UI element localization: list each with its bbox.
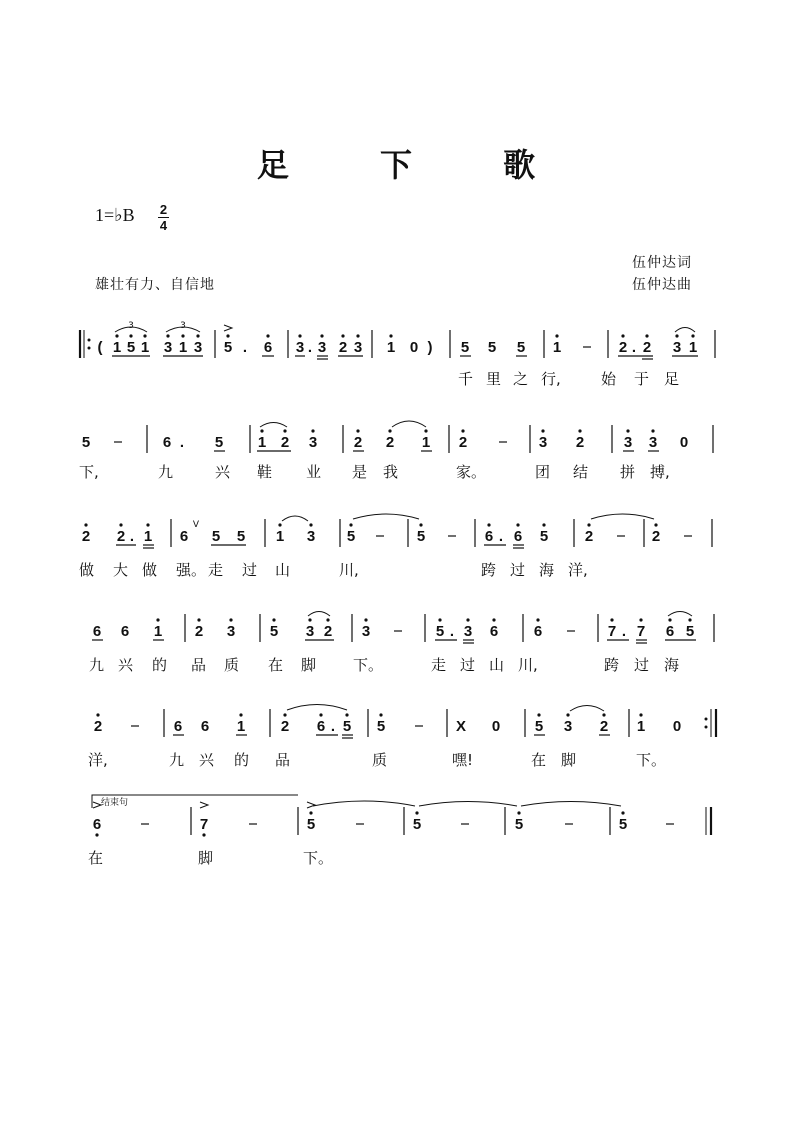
octave-dot [602,713,605,716]
dot: . [631,339,637,356]
octave-dot [645,334,648,337]
lyric: 脚 [561,751,577,769]
accent-mark [93,802,101,808]
note: X [455,718,467,735]
lyric: 洋, [568,561,588,579]
octave-dot [388,429,391,432]
dot: . [307,339,313,356]
octave-dot [197,618,200,621]
tie-slur [570,706,604,712]
note: 2 [81,528,91,545]
lyric: 下。 [303,849,334,867]
note: 2 [575,434,585,451]
octave-dot [587,523,590,526]
triplet-mark: 3 [180,321,186,331]
note: 1 [552,339,562,356]
lyric: 业 [306,463,322,481]
note: 5 [223,339,233,356]
note: 5 [126,339,136,356]
octave-dot [424,429,427,432]
lyric: 始 [601,370,617,388]
lyric: 山 [275,561,291,579]
octave-dot [379,713,382,716]
tie-slur [353,514,419,519]
octave-dot [356,334,359,337]
lyric: 搏, [650,463,670,481]
note: 3 [306,528,316,545]
octave-dot [260,429,263,432]
octave-dot [654,523,657,526]
note: 2 [599,718,609,735]
note: 0 [679,434,689,451]
lyric: 过 [242,561,258,579]
octave-dot [278,523,281,526]
note: 6 [200,718,210,735]
lyric: 跨 [604,656,620,674]
octave-dot [675,334,678,337]
note: 5 [342,718,352,735]
note: 0 [409,339,419,356]
note: 0 [672,718,682,735]
octave-dot [96,713,99,716]
time-signature-top: 2 [159,202,168,217]
octave-dot [146,523,149,526]
note: 2 [642,339,652,356]
tie-slur [419,802,517,807]
octave-dot [419,523,422,526]
octave-dot [651,429,654,432]
octave-dot [298,334,301,337]
lyric: 川, [518,656,538,674]
octave-dot [517,811,520,814]
lyric: 鞋 [257,463,273,481]
lyric: 品 [191,656,207,674]
octave-dot [566,713,569,716]
accent-mark [307,802,315,808]
lyric: 做 [142,561,158,579]
note: 3 [317,339,327,356]
lyric: 是 [352,463,368,481]
triplet-mark: 3 [128,321,134,331]
octave-dot [341,334,344,337]
note: 5 [211,528,221,545]
tie-slur [591,514,654,519]
lyric: 于 [634,370,650,388]
octave-dot [283,713,286,716]
tie-slur [392,421,426,427]
octave-dot [688,618,691,621]
tempo-marking: 雄壮有力、自信地 [95,277,215,293]
note: 1 [178,339,188,356]
lyric: 跨 [481,561,497,579]
note: 6 [513,528,523,545]
note: 5 [460,339,470,356]
tie-slur [287,705,347,711]
note: 1 [275,528,285,545]
note: 6 [173,718,183,735]
lyric: 山 [489,656,505,674]
lyric: 家。 [456,463,487,481]
lyric: 兴 [118,656,134,674]
octave-dot [610,618,613,621]
note: 1 [236,718,246,735]
octave-dot [115,334,118,337]
octave-dot [266,334,269,337]
lyric: 过 [510,561,526,579]
octave-dot [621,334,624,337]
tie-slur [260,423,287,428]
note: 1 [143,528,153,545]
octave-dot [166,334,169,337]
octave-dot [461,429,464,432]
note: 3 [295,339,305,356]
lyric: 足 [664,370,680,388]
note: 5 [516,339,526,356]
lyric: 走 [431,656,447,674]
breath-mark: V [192,520,200,530]
note: 2 [353,434,363,451]
note: 7 [607,623,617,640]
coda-label: 结束句 [101,798,129,808]
note: 1 [112,339,122,356]
octave-dot [356,429,359,432]
lyric: 嘿! [452,751,474,769]
lyric: 过 [634,656,650,674]
repeat-dot [705,718,708,721]
note: 3 [648,434,658,451]
note: 2 [323,623,333,640]
tie-slur [521,802,621,807]
lyric: 在 [531,751,547,769]
note: 5 [269,623,279,640]
note: 6 [162,434,172,451]
repeat-dot [88,339,91,342]
note: 3 [463,623,473,640]
octave-dot [319,713,322,716]
note: 3 [308,434,318,451]
note: 6 [533,623,543,640]
note: 6 [263,339,273,356]
note: 3 [538,434,548,451]
octave-dot [364,618,367,621]
note: 5 [487,339,497,356]
accent-mark [224,325,232,331]
octave-dot [129,334,132,337]
octave-dot [320,334,323,337]
lyric: 下。 [353,656,384,674]
lyric: 质 [372,751,388,769]
octave-dot [239,713,242,716]
lyric: 我 [383,463,399,481]
octave-dot [311,429,314,432]
note: 2 [194,623,204,640]
paren: ) [427,339,433,356]
octave-dot [555,334,558,337]
octave-dot [537,713,540,716]
octave-dot [226,334,229,337]
lyric: 的 [152,656,168,674]
lyric: 九 [89,656,105,674]
octave-dot [119,523,122,526]
note: 3 [361,623,371,640]
note: 2 [584,528,594,545]
lyric: 做 [79,561,95,579]
octave-dot [487,523,490,526]
note: 3 [563,718,573,735]
lyric: 兴 [199,751,215,769]
octave-dot [691,334,694,337]
lyric: 品 [275,751,291,769]
note: 6 [489,623,499,640]
octave-dot [466,618,469,621]
note: 1 [688,339,698,356]
dot: . [449,623,455,640]
note: 3 [193,339,203,356]
note: 7 [199,816,209,833]
lyricist-credit: 伍仲达词 [632,255,692,271]
octave-dot [639,618,642,621]
tie-slur [282,516,308,521]
octave-dot [181,334,184,337]
dot: . [621,623,627,640]
octave-dot [349,523,352,526]
octave-dot [156,618,159,621]
octave-dot [626,429,629,432]
note: 3 [353,339,363,356]
note: 5 [376,718,386,735]
repeat-dot [705,726,708,729]
note: 6 [120,623,130,640]
octave-dot [536,618,539,621]
lyric: 九 [169,751,185,769]
lyric: 大 [113,561,129,579]
note: 2 [280,718,290,735]
note: 5 [214,434,224,451]
octave-dot [578,429,581,432]
note: 5 [306,816,316,833]
octave-dot [202,833,205,836]
dot: . [498,528,504,545]
note: 5 [514,816,524,833]
note: 6 [665,623,675,640]
lyric: 结 [573,463,589,481]
dot: . [330,718,336,735]
time-signature-bottom: 4 [159,218,168,233]
octave-dot [95,833,98,836]
octave-dot [309,811,312,814]
lyric: 里 [486,370,502,388]
dot: . [242,339,248,356]
tie-slur [675,328,695,333]
note: 2 [385,434,395,451]
lyric: 在 [88,849,104,867]
note: 3 [226,623,236,640]
note: 6 [179,528,189,545]
note: 5 [685,623,695,640]
octave-dot [389,334,392,337]
octave-dot [415,811,418,814]
lyric: 海 [664,656,680,674]
note: 2 [651,528,661,545]
note: 5 [534,718,544,735]
note: 5 [539,528,549,545]
note: 3 [672,339,682,356]
note: 3 [623,434,633,451]
octave-dot [345,713,348,716]
lyric: 之 [513,370,529,388]
note: 5 [346,528,356,545]
tie-slur [668,612,692,617]
dot: . [179,434,185,451]
note: 1 [386,339,396,356]
note: 6 [92,623,102,640]
note: 2 [458,434,468,451]
lyric: 脚 [198,849,214,867]
note: 2 [116,528,126,545]
lyric: 川, [339,561,359,579]
note: 5 [618,816,628,833]
note: 0 [491,718,501,735]
paren: ( [97,339,103,356]
composer-credit: 伍仲达曲 [632,277,692,293]
accent-mark [200,802,208,808]
lyric: 在 [268,656,284,674]
note: 2 [280,434,290,451]
octave-dot [84,523,87,526]
octave-dot [516,523,519,526]
note: 5 [416,528,426,545]
lyric: 脚 [301,656,317,674]
lyric: 洋, [88,751,108,769]
note: 1 [636,718,646,735]
lyric: 的 [234,751,250,769]
lyric: 下。 [636,751,667,769]
lyric: 过 [460,656,476,674]
note: 1 [257,434,267,451]
octave-dot [272,618,275,621]
note: 5 [81,434,91,451]
note: 5 [236,528,246,545]
note: 6 [484,528,494,545]
lyric: 团 [535,463,551,481]
note: 1 [421,434,431,451]
note: 7 [636,623,646,640]
lyric: 质 [224,656,240,674]
note: 5 [412,816,422,833]
lyric: 拼 [620,463,636,481]
lyric: 九 [158,463,174,481]
tie-slur [308,612,330,617]
octave-dot [621,811,624,814]
key-signature: 1=♭B [95,205,135,225]
octave-dot [542,523,545,526]
note: 2 [93,718,103,735]
octave-dot [309,523,312,526]
octave-dot [438,618,441,621]
octave-dot [541,429,544,432]
note: 3 [305,623,315,640]
octave-dot [326,618,329,621]
lyric: 走 [208,561,224,579]
note: 1 [140,339,150,356]
note: 6 [92,816,102,833]
octave-dot [639,713,642,716]
note: 2 [618,339,628,356]
dot: . [129,528,135,545]
note: 5 [435,623,445,640]
octave-dot [668,618,671,621]
lyric: 下, [79,463,99,481]
lyric: 行, [541,370,561,388]
lyric: 兴 [215,463,231,481]
octave-dot [229,618,232,621]
note: 1 [153,623,163,640]
song-title: 足 下 歌 [256,146,576,184]
note: 6 [316,718,326,735]
octave-dot [196,334,199,337]
tie-slur [313,801,415,806]
lyric: 千 [458,370,474,388]
octave-dot [308,618,311,621]
lyric: 强。 [176,561,207,579]
octave-dot [492,618,495,621]
octave-dot [143,334,146,337]
note: 3 [163,339,173,356]
note: 2 [338,339,348,356]
lyric: 海 [539,561,555,579]
octave-dot [283,429,286,432]
repeat-dot [88,347,91,350]
